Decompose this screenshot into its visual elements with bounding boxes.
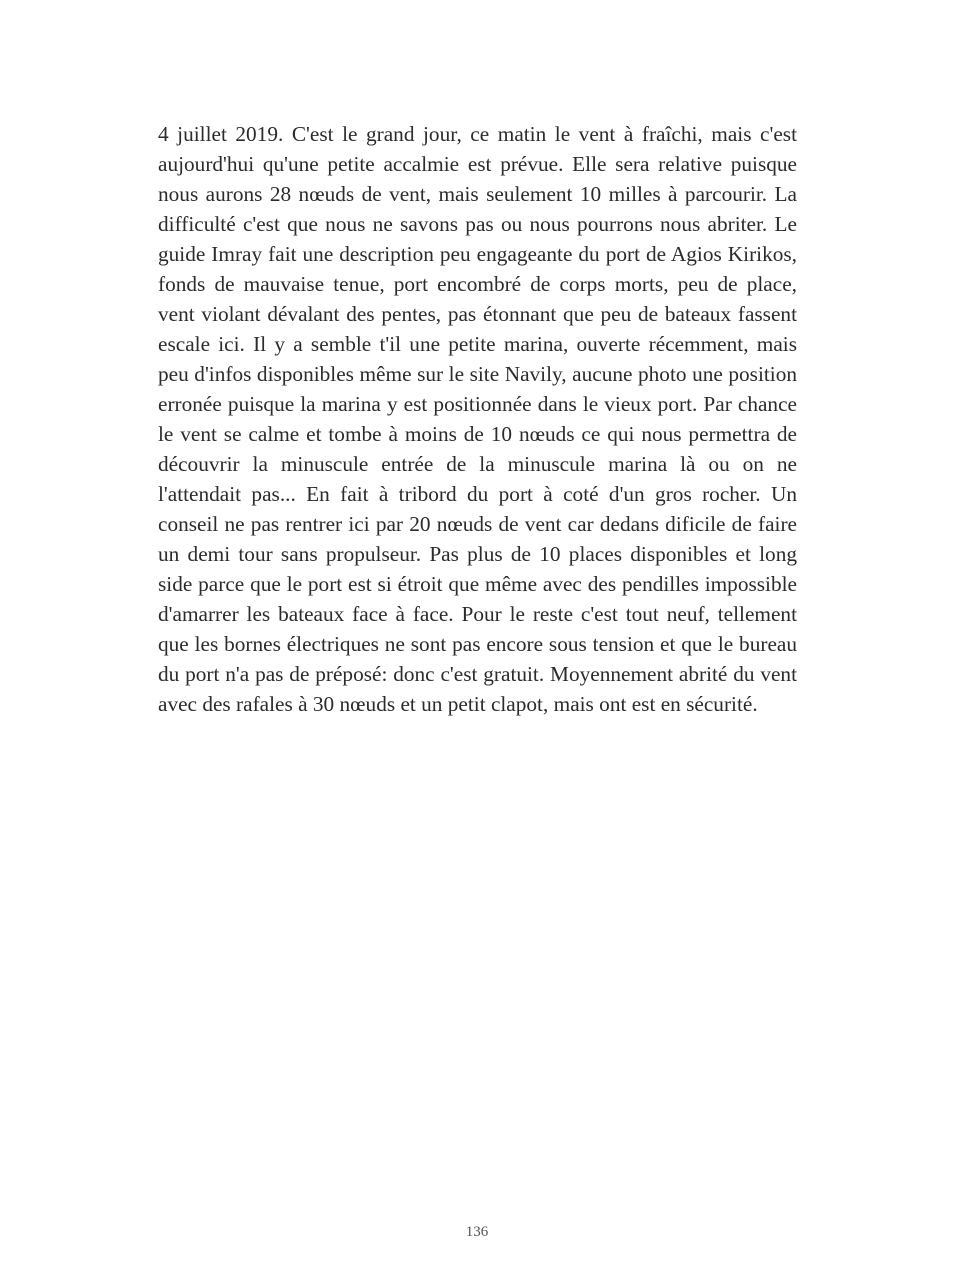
page-number: 136	[465, 1224, 489, 1240]
body-paragraph: 4 juillet 2019. C'est le grand jour, ce matin le vent à fraîchi, mais c'est aujourd'hui qu'une petite accalmie est prévue. Elle sera relative puisque nous aurons 28 nœuds de vent, mais seulement 10 milles à parcourir. La difficulté c'est que nous ne savons pas ou nous pourrons nous abriter. Le guide Imray fait une description peu engageante du port de Agios Kirikos, fonds de mauvaise tenue, port encombré de corps morts, peu de place, vent violant dévalant des pentes, pas étonnant que peu de bateaux fassent escale ici. Il y a semble t'il une petite marina, ouverte récemment, mais peu d'infos disponibles même sur le site Navily, aucune photo une position erronée puisque la marina y est positionnée dans le vieux port. Par chance le vent se calme et tombe à moins de 10 nœuds ce qui nous permettra de découvrir la minuscule entrée de la minuscule marina là ou on ne l'attendait pas... En fait à tribord du port à coté d'un gros rocher. Un conseil ne pas rentrer ici par 20 nœuds de vent car dedans dificile de faire un demi tour sans propulseur. Pas plus de 10 places disponibles et long side parce que le port est si étroit que même avec des pendilles impossible d'amarrer les bateaux face à face. Pour le reste c'est tout neuf, tellement que les bornes électriques ne sont pas encore sous tension et que le bureau du port n'a pas de préposé: donc c'est gratuit. Moyennement abrité du vent avec des rafales à 30 nœuds et un petit clapot, mais ont est en sécurité.	[158, 122, 797, 716]
